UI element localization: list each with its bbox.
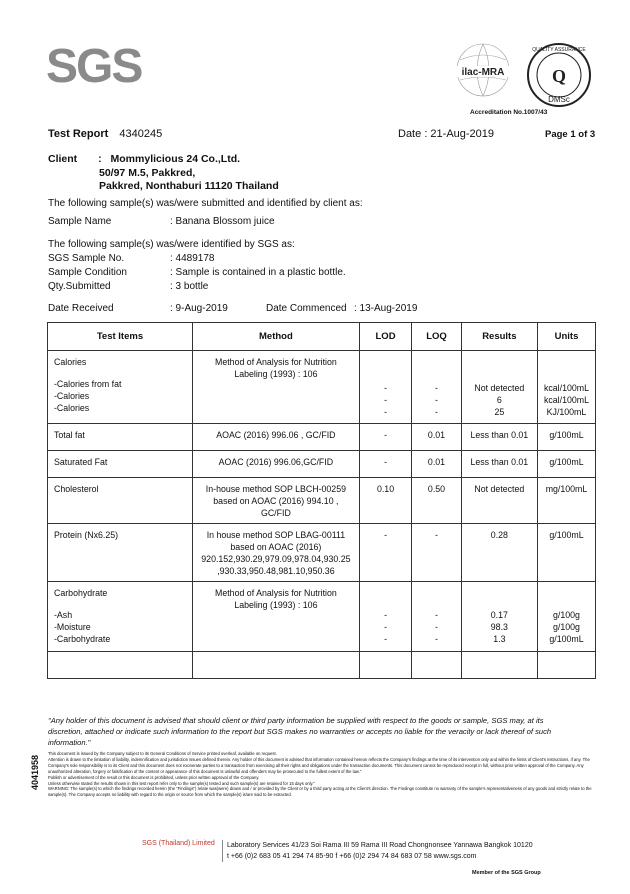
results-table <box>47 322 596 679</box>
header-method: Method <box>192 323 359 351</box>
header-loq: LOQ <box>412 323 461 351</box>
sample-name-value: : Banana Blossom juice <box>170 216 275 227</box>
header-test-items: Test Items <box>48 323 193 351</box>
sgs-logo <box>46 42 142 88</box>
report-date <box>398 128 494 140</box>
table-header-row <box>48 323 596 351</box>
side-code: 4041958 <box>30 754 40 790</box>
dms-text: DMSc <box>548 95 570 104</box>
client-address-1: 50/97 M.5, Pakkred, <box>99 166 196 179</box>
header-units: Units <box>537 323 595 351</box>
intro-client: The following sample(s) was/were submitted and identified by client as: <box>48 198 363 209</box>
intro-sgs: The following sample(s) was/were identified by SGS as: <box>48 239 295 250</box>
report-number: 4340245 <box>119 128 163 140</box>
table-row: Protein (Nx6.25) In house method SOP LBAG-00111 based on AOAC (2016) 920.152,930.29,979.09,978.04,930.25 ,930.33,950.48,981.10,950.36 - - 0.28 g/100mL <box>48 524 596 582</box>
accreditation-number: Accreditation No.1007/43 <box>470 109 548 116</box>
table-row: Carbohydrate -Ash -Moisture -Carbohydrate Method of Analysis for Nutrition Labeling (1993) : 106 - - - - - - 0.17 98.3 1.3 g/100g g/100g g/100mL <box>48 582 596 652</box>
sample-name-label: Sample Name <box>48 216 112 227</box>
date-commenced-value: : 13-Aug-2019 <box>354 303 418 314</box>
sample-condition-value: : Sample is contained in a plastic bottle. <box>170 267 346 278</box>
client-address-2: Pakkred, Nonthaburi 11120 Thailand <box>99 180 279 192</box>
client-block: Client : Mommylicious 24 Co.,Ltd. 50/97 M.5, Pakkred, Pakkred, Nonthaburi 11120 Thailand <box>48 153 279 192</box>
report-title <box>48 128 162 140</box>
report-label: Test Report <box>48 128 109 140</box>
dms-ring-text: QUALITY ASSURANCE <box>532 47 586 53</box>
dmsc-seal <box>524 40 594 110</box>
disclaimer: "Any holder of this document is advised that should client or third party information be supplied with respect to the goods or sample, SGS may, at its discretion, attached or indicate such information to the report but SGS makes no warranties or accepts no liable for the veracity or lack thereof of such information." <box>48 716 552 747</box>
table-row-empty <box>48 652 596 679</box>
sgs-logo-text: SGS <box>46 42 142 88</box>
qty-value: : 3 bottle <box>170 281 209 292</box>
date-label: Date <box>398 128 422 140</box>
footer-member: Member of the SGS Group <box>472 870 541 876</box>
table-row: Calories -Calories from fat -Calories -Calories Method of Analysis for Nutrition Labeling (1993) : 106 - - - - - - Not detected 6 25 kcal/100mL kcal/100mL KJ/100mL <box>48 351 596 424</box>
table-row: Saturated Fat AOAC (2016) 996.06,GC/FID - 0.01 Less than 0.01 g/100mL <box>48 451 596 478</box>
footer-address: Laboratory Services 41/23 Soi Rama III 59 Rama III Road Chongnonsee Yannawa Bangkok 10120 t +66 (0)2 683 05 41 294 74 85-90 f +66 (0)2 294 74 84 683 07 58 www.sgs.com <box>222 840 533 862</box>
sgs-sample-number: : 4489178 <box>170 253 215 264</box>
fine-print: This document is issued by the Company subject to its General Conditions of Service printed overleaf, available on request. Attention is drawn to the limitation of liability, indemnification and jurisdiction issues defined therein. Any holder of this document is advised that information contained hereon reflects the Company's findings at the time of its intervention only and within the limits of Client's instructions, if any. The Company's sole responsibility is to its Client and this document does not exonerate parties to a transaction from exercising all their rights and obligations under the transaction documents. This document cannot be reproduced except in full, without prior written approval of the Company. Any unauthorized alteration, forgery or falsification of the content or appearance of this document is unlawful and offenders may be prosecuted to the fullest extent of the law." Publish or advertisement of the result or this document is prohibited, unless prior written approval of the Company. Unless otherwise stated the results shown in this test report refer only to the sample(s) tested and such sample(s) are retained for 15 days only." WARNING: The sample(s) to which the findings recorded herein (the "Findings") relate was(were) drawn and / or provided by the Client or by a third party acting at the Client's direction. The Findings constitute no warranty of the sample's representativeness of any goods and strictly relate to the sample(s). The Company accepts no liability with regard to the origin or source from which the sample(s) is/are said to be extracted. <box>48 751 592 798</box>
date-received-value: : 9-Aug-2019 <box>170 303 228 314</box>
page-number: Page 1 of 3 <box>545 129 596 140</box>
table-row: Total fat AOAC (2016) 996.06 , GC/FID - 0.01 Less than 0.01 g/100mL <box>48 424 596 451</box>
header-results: Results <box>461 323 537 351</box>
client-name: Mommylicious 24 Co.,Ltd. <box>110 153 241 165</box>
client-label: Client <box>48 153 78 165</box>
footer-company: SGS (Thailand) Limited <box>142 840 215 847</box>
ilac-mra-logo <box>446 40 520 110</box>
ilac-text: ilac-MRA <box>461 67 505 78</box>
footer-contact: t +66 (0)2 683 05 41 294 74 85-90 f +66 (0)2 294 74 84 683 07 58 www.sgs.com <box>227 853 477 860</box>
table-row: Cholesterol In-house method SOP LBCH-00259 based on AOAC (2016) 994.10 , GC/FID 0.10 0.50 Not detected mg/100mL <box>48 478 596 524</box>
date-value: : 21-Aug-2019 <box>424 128 495 140</box>
header-lod: LOD <box>359 323 411 351</box>
svg-text:Q: Q <box>551 66 567 86</box>
